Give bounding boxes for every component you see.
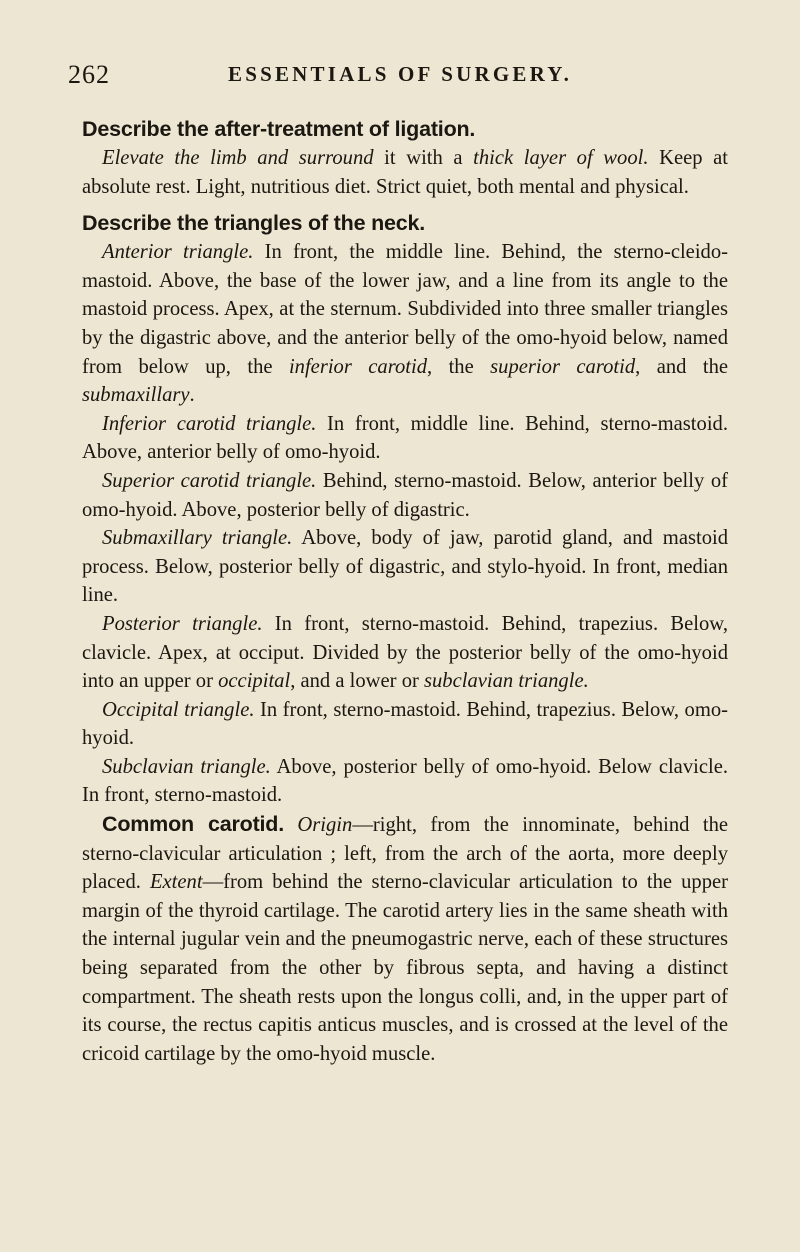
paragraph-occipital-triangle	[82, 696, 728, 753]
heading-ligation: Describe the after-treatment of ligation.	[82, 117, 476, 141]
text-run: , and the	[635, 355, 729, 378]
heading-common-carotid: Common carotid.	[102, 812, 285, 837]
term-label: Origin	[297, 814, 353, 837]
emphasis: superior carotid	[490, 355, 636, 378]
paragraph-superior-carotid-triangle	[82, 467, 728, 524]
text-run: In front, sterno-mastoid. Behind, trapezius. Below, clavicle. Apex, at occiput. Divided by the posterior belly of the omo-hyoid into an upper or	[82, 612, 728, 693]
emphasis: submaxillary	[82, 384, 190, 407]
term-label: Subclavian triangle.	[102, 755, 271, 778]
paragraph-submaxillary-triangle	[82, 524, 728, 610]
text-run: —right, from the innominate, behind the sterno-clavicular articulation ; left, from the arch of the aorta, more deeply placed.	[82, 814, 728, 894]
paragraph-ligation-treatment	[82, 144, 728, 201]
term-label: Inferior carotid triangle.	[102, 412, 317, 435]
text-run: Above, posterior belly of omo-hyoid. Below clavicle. In front, sterno-mastoid.	[82, 755, 728, 807]
emphasis: thick layer of wool.	[473, 147, 649, 169]
running-head	[68, 60, 728, 90]
term-label: Anterior triangle.	[102, 241, 254, 264]
text-run: .	[189, 384, 195, 407]
body-text	[82, 114, 728, 1068]
term-label: Posterior triangle.	[102, 612, 263, 635]
text-run: In front, middle line. Behind, sterno-mastoid. Above, anterior belly of omo-hyoid.	[82, 412, 728, 464]
text-run: , and a lower or	[290, 670, 424, 693]
heading-neck-triangles: Describe the triangles of the neck.	[82, 211, 426, 236]
text-run: In front, the middle line. Behind, the sterno-cleido-mastoid. Above, the base of the lower jaw, and a line from its angle to the mastoid process. Apex, at the sternum. Subdivided into three smaller triangles by the digastric above, and the anterior belly of the omo-hyoid below, named from below up, the	[82, 241, 728, 378]
term-label: Superior carotid triangle.	[102, 469, 317, 492]
running-title: ESSENTIALS OF SURGERY.	[228, 62, 573, 86]
text-run: Above, body of jaw, parotid gland, and mastoid process. Below, posterior belly of digastric, and stylo-hyoid. In front, median line.	[82, 527, 729, 607]
emphasis: Elevate the limb and surround	[102, 147, 374, 169]
text-run: In front, sterno-mastoid. Behind, trapezius. Below, omo-hyoid.	[82, 698, 729, 750]
emphasis: occipital	[218, 670, 291, 693]
term-label: Submaxillary triangle.	[102, 527, 293, 550]
paragraph-inferior-carotid-triangle	[82, 410, 728, 467]
term-label: Occipital triangle.	[102, 698, 255, 721]
paragraph-subclavian-triangle	[82, 753, 728, 810]
emphasis: subclavian triangle.	[424, 670, 589, 693]
text-run: it with a	[373, 147, 474, 169]
paragraph-common-carotid	[82, 810, 728, 1068]
text-run: —from behind the sterno-clavicular articulation to the upper margin of the thyroid cartilage. The carotid artery lies in the same sheath with the internal jugular vein and the pneumogastric nerve, each of these structures being separated from the other by fibrous septa, and having a distinct compartment. The sheath rests upon the longus colli, and, in the upper part of its course, the rectus capitis anticus muscles, and is crossed at the level of the cricoid cartilage by the omo-hyoid muscle.	[82, 871, 728, 1065]
page-number: 262	[68, 60, 110, 89]
term-label: Extent	[149, 871, 203, 894]
text-run: Keep at absolute rest. Light, nutritious diet. Strict quiet, both mental and physical.	[82, 147, 729, 198]
emphasis: inferior carotid	[288, 355, 428, 378]
paragraph-anterior-triangle	[82, 238, 728, 410]
text-run: Behind, sterno-mastoid. Below, anterior belly of omo-hyoid. Above, posterior belly of digastric.	[82, 469, 728, 521]
paragraph-posterior-triangle	[82, 610, 728, 696]
text-run: , the	[427, 355, 491, 378]
